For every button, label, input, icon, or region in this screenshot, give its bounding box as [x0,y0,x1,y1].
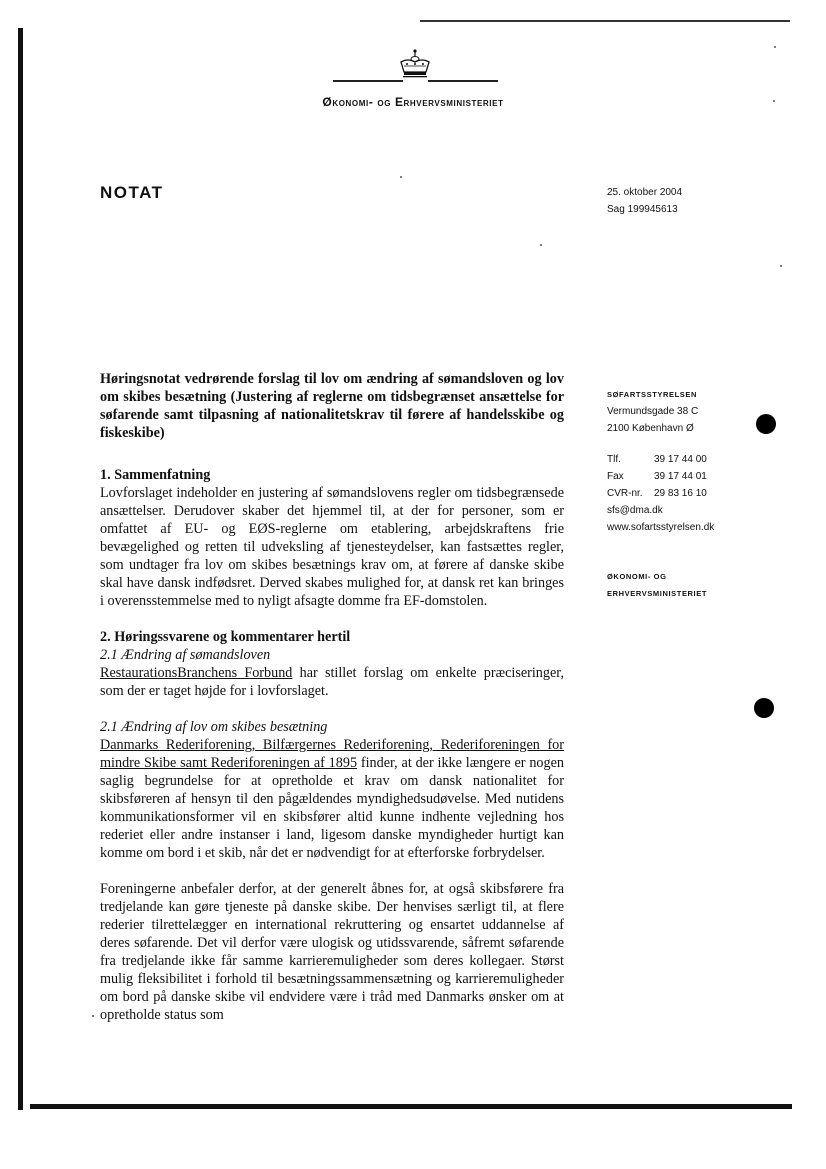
scan-speck [540,244,542,246]
document-type: NOTAT [100,183,164,202]
subsection-heading: 2.1 Ændring af sømandsloven [100,647,271,663]
section-text: Lovforslaget indeholder en justering af sømandslovens regler om tidsbegrænsede ansættelser. Derudover skaber det hjemmel til, at der for personer, som er omfattet af EU- og EØS-reglerne om etablering, arbejdskraftens frie bevægelighed og retten til udveksling af tjenesteydelser, kan fastsættes regler, som undtager fra lov om skibes besætnings krav om, at førere af danske skibe skal have dansk indfødsret. Derved skabes mulighed for, at dansk ret kan bringes i overensstemmelse med to nyligt afsagte domme fra EF-domstolen. [100,485,564,609]
section-text: Foreningerne anbefaler derfor, at der generelt åbnes for, at også skibsførere fra tredjelande kan gøre tjeneste på danske skibe. Der henvises særligt til, at flere rederier tilrettelægger en international rekruttering og ensartet uddannelse af deres søfarende. Det vil derfor være ulogisk og utidssvarende, såfremt søfarende fra tredjelande ikke får samme karrieremuligheder som deres kollegaer. Størst mulig fleksibilitet i forhold til besætningssammensætning og karrieremuligheder om bord på danske skibe vil endvidere være i tråd med Danmarks ønsker om at opretholde status som [100,881,564,1023]
scan-speck [92,1015,94,1017]
section-text-rest: finder, at der ikke længere er nogen saglig begrundelse for at opretholde et krav om dansk nationalitet for skibsføreren af hensyn til den pågældendes myndighedsudøvelse. Med nutidens kommunikationsformer vil en skibsfører altid kunne indhente vejledning hos rederiet eller andre instanser i land, ligesom danske myndigheder hurtigt kan komme om bord i et skib, når det er nødvendigt for at efterforske forbrydelser. [100,755,564,861]
sender-ministry-line2: ERHVERVSMINISTERIET [607,589,708,598]
sender-org: SØFARTSSTYRELSEN [607,390,698,399]
case-number: Sag 199945613 [607,204,678,215]
section-text [100,664,564,700]
scan-speck [773,100,775,102]
sender-address-line2: 2100 København Ø [607,423,694,434]
scan-speck [400,176,402,178]
website-link[interactable]: www.sofartsstyrelsen.dk [607,522,715,533]
document-meta [607,184,682,218]
top-scan-line [420,20,790,22]
sender-address-line1: Vermundsgade 38 C [607,406,699,417]
contact-label: CVR-nr. [607,488,643,499]
contact-value: 39 17 44 01 [654,471,707,482]
crown-logo-icon [395,48,435,80]
organisation-names: Danmarks Rederiforening, Bilfærgernes Rederiforening, Rederiforeningen for mindre Skibe samt Rederiforeningen af 1895 [100,737,564,771]
contact-row [607,468,714,485]
date: 25. oktober 2004 [607,187,683,198]
contact-label: Fax [607,471,624,482]
ministry-heading: Økonomi- og Erhvervsministeriet [322,95,504,109]
organisation-name: RestaurationsBranchens Forbund [100,665,293,681]
section-text [100,736,564,862]
section-heading: 2. Høringssvarene og kommentarer hertil [100,629,351,645]
scan-speck [780,265,782,267]
contact-label: Tlf. [607,454,621,465]
scan-speck [774,46,776,48]
section-text-rest: har stillet forslag om enkelte præciseringer, som der er taget højde for i lovforslaget. [100,665,564,699]
punch-hole [756,414,776,434]
subsection-heading: 2.1 Ændring af lov om skibes besætning [100,719,328,735]
crown-rule-left [333,80,403,82]
email-link[interactable]: sfs@dma.dk [607,505,663,516]
contact-value: 39 17 44 00 [654,454,707,465]
bottom-scan-line [30,1104,792,1109]
punch-hole [754,698,774,718]
crown-rule-right [428,80,498,82]
left-scan-edge [18,28,23,1110]
document-title: Høringsnotat vedrørende forslag til lov om ændring af sømandsloven og lov om skibes besætning (Justering af reglerne om tidsbegrænset ansættelse for søfarende samt tilpasning af nationalitetskrav til førere af handelsskibe og fiskeskibe) [100,371,564,441]
contact-value: 29 83 16 10 [654,488,707,499]
section-heading: 1. Sammenfatning [100,467,211,483]
sender-ministry-line1: ØKONOMI- OG [607,572,667,581]
sender-block [607,386,714,602]
document-body [100,370,564,1024]
contact-row [607,485,714,502]
contact-row [607,451,714,468]
